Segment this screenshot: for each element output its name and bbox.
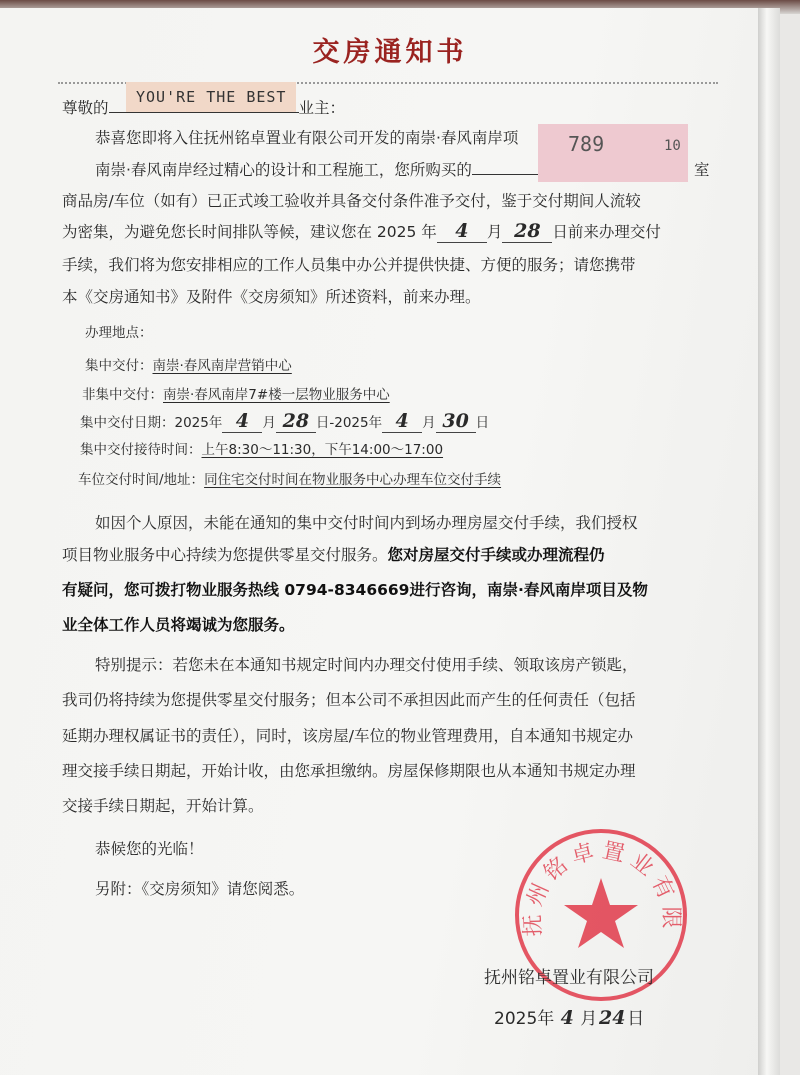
handwritten-month: 4 [382, 410, 422, 433]
reception-hours [80, 438, 443, 458]
para-bold-text: 业全体工作人员将竭诚为您服务。 [62, 616, 295, 634]
signature-company: 抚州铭卓置业有限公司 [484, 968, 654, 988]
detail-label: 集中交付接待时间： [80, 442, 202, 458]
handwritten-month: 4 [560, 1007, 574, 1029]
noncentral-delivery [82, 383, 390, 403]
parking-delivery [78, 468, 501, 488]
intro-line: 本《交房通知书》及附件《交房须知》所述资料，前来办理。 [62, 288, 481, 306]
intro-line: 商品房/车位（如有）已正式竣工验收并具备交付条件准予交付，鉴于交付期间人流较 [62, 192, 641, 210]
date-text: 2025年 [174, 415, 223, 431]
detail-label: 非集中交付： [82, 387, 163, 403]
delivery-dates [80, 410, 489, 433]
room-suffix: 室 [694, 161, 710, 179]
closing-text: 恭候您的光临！ [95, 840, 204, 858]
detail-label: 集中交付日期： [80, 415, 175, 431]
date-text: 日 [627, 1009, 645, 1029]
attachment-note: 另附：《交房须知》请您阅悉。 [95, 880, 305, 898]
para2-line: 特别提示：若您未在本通知书规定时间内办理交付使用手续、领取该房产锁匙， [95, 656, 638, 674]
date-text: 月 [580, 1009, 598, 1029]
date-text: 日 [475, 415, 490, 431]
para1-line [62, 613, 295, 635]
month-unit: 月 [486, 223, 503, 241]
para1-line [62, 578, 648, 600]
salutation-suffix: 业主： [298, 99, 346, 117]
para2-line: 交接手续日期起，开始计算。 [62, 797, 264, 815]
name-sticker: YOU'RE THE BEST [126, 82, 296, 112]
room-number: 789 [568, 132, 605, 156]
handwritten-month: 4 [222, 410, 262, 433]
svg-text:抚州铭卓置业有限: 抚州铭卓置业有限 [520, 838, 684, 937]
hotline-text: 有疑问，您可拨打物业服务热线 0794-8346669进行咨询，南崇·春风南岸项目及物 [62, 581, 648, 599]
handwritten-day: 28 [502, 220, 552, 243]
para1-line: 如因个人原因，未能在通知的集中交付时间内到场办理房屋交付手续，我们授权 [95, 514, 638, 532]
para2-line: 理交接手续日期起，开始计收，由您承担缴纳。房屋保修期限也从本通知书规定办理 [62, 762, 636, 780]
handwritten-day: 30 [436, 410, 476, 433]
detail-value: 南崇·春风南岸7#楼一层物业服务中心 [163, 387, 390, 403]
room-sticker [538, 124, 688, 182]
para2-line: 延期办理权属证书的责任），同时，该房屋/车位的物业管理费用，自本通知书规定办 [62, 727, 633, 745]
notice-document [0, 8, 780, 1075]
detail-value: 同住宅交付时间在物业服务中心办理车位交付手续 [204, 472, 502, 488]
date-text: 2025年 [494, 1009, 555, 1029]
intro-line [62, 220, 661, 243]
handwritten-day: 28 [276, 410, 316, 433]
signature-date [494, 1004, 644, 1029]
seal-star-icon [564, 878, 638, 948]
para-bold-text: 您对房屋交付手续或办理流程仍 [387, 546, 605, 564]
date-text: 日-2025年 [315, 415, 383, 431]
intro-line: 手续，我们将为您安排相应的工作人员集中办公并提供快捷、方便的服务；请您携带 [62, 256, 636, 274]
detail-value: 上午8:30～11:30，下午14:00～17:00 [201, 442, 444, 458]
intro-text: 南崇·春风南岸经过精心的设计和工程施工，您所购买的 [95, 161, 472, 179]
intro-text: 日前来办理交付 [552, 223, 661, 241]
salutation-prefix: 尊敬的 [62, 99, 109, 117]
page-edge [758, 8, 780, 1075]
para2-line: 我司仍将持续为您提供零星交付服务；但本公司不承担因此而产生的任何责任（包括 [62, 691, 636, 709]
location-heading: 办理地点： [85, 325, 153, 341]
para-text: 项目物业服务中心持续为您提供零星交付服务。 [62, 546, 388, 564]
handwritten-day: 24 [599, 1007, 626, 1029]
date-text: 月 [422, 415, 436, 431]
room-floor: 10 [664, 138, 681, 154]
intro-line: 恭喜您即将入住抚州铭卓置业有限公司开发的南崇·春风南岸项 [95, 129, 519, 147]
detail-label: 集中交付： [85, 358, 153, 374]
detail-label: 车位交付时间/地址： [78, 472, 205, 488]
detail-value: 南崇·春风南岸营销中心 [152, 358, 292, 374]
intro-text: 为密集，为避免您长时间排队等候，建议您在 2025 年 [62, 223, 437, 241]
central-delivery [85, 354, 292, 374]
date-text: 月 [262, 415, 276, 431]
document-title: 交房通知书 [312, 37, 468, 68]
handwritten-month: 4 [437, 220, 487, 243]
para1-line [62, 543, 605, 565]
